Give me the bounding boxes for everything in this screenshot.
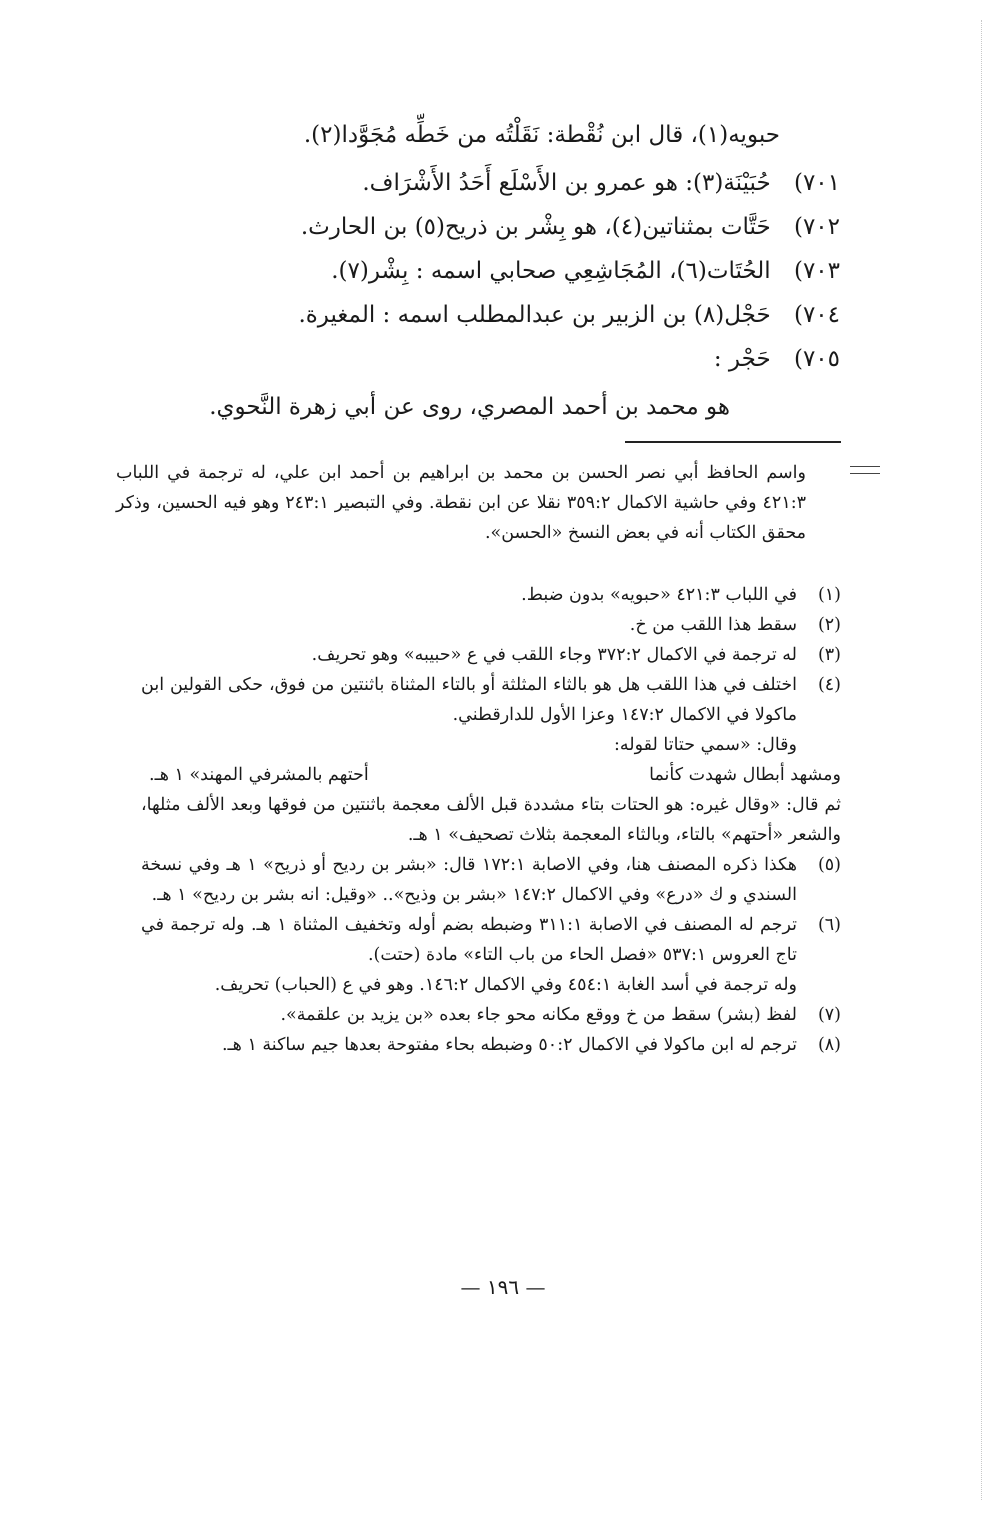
footnote-tail: ثم قال: «وقال غيره: هو الحتات بتاء مشددة قبل الألف معجمة باثنتين من فوقها وبعد الألف مثلها، والشعر «أحتهم» بالتاء، وبالثاء المعجمة بثلاث تصحيف» ١ هـ.: [141, 795, 841, 845]
entry-701: [362, 168, 840, 198]
verse-hemistich-second: أحتهم بالمشرفي المهند» ١ هـ.: [149, 765, 369, 785]
entry-text: حَتَّات بمثناتين(٤)، هو بِشْر بن ذريح(٥) بن الحارث.: [300, 214, 771, 240]
footnote-5: [141, 850, 841, 910]
verse-line: [149, 760, 841, 790]
footnote-text: في اللباب ٤٢١:٣ «حبويه» بدون ضبط.: [521, 585, 797, 605]
entry-702: [301, 212, 840, 242]
quote-intro: وقال: «سمي حتاتا لقوله:: [614, 735, 797, 755]
entry-text: الحُتَات(٦)، المُجَاشِعِي صحابي اسمه : بِشْر(٧).: [331, 258, 771, 284]
verse-hemistich-first: ومشهد أبطال شهدت كأنما: [649, 765, 841, 785]
footnote-text: ترجم له المصنف في الاصابة ٣١١:١ وضبطه بضم أوله وتخفيف المثناة ١ هـ. وله ترجمة في تاج العروس ٥٣٧:١ «فصل الحاء من باب التاء» مادة (حتت).: [141, 915, 797, 965]
entry-number: ٧٠٢): [793, 214, 840, 240]
footnote-label: (٦): [817, 915, 841, 935]
footnote-label: (١): [817, 585, 841, 605]
footnote-label: (٢): [817, 615, 841, 635]
footnote-label: (٤): [817, 675, 841, 695]
footnote-body: [141, 910, 797, 1000]
footnote-text: هكذا ذكره المصنف هنا، وفي الاصابة ١٧٢:١ قال: «بشر بن رديح أو ذريح» ١ هـ وفي نسخة السندي و ك «درع» وفي الاكمال ١٤٧:٢ «بشر بن وذيح».. «وقيل: انه بشر بن رديح» ١ هـ.: [141, 855, 798, 905]
footnote-text: له ترجمة في الاكمال ٣٧٢:٢ وجاء اللقب في ع «حبيبه» وهو تحريف.: [311, 645, 797, 665]
footnote-text: اختلف في هذا اللقب هل هو بالثاء المثلثة أو بالتاء المثناة باثنتين من فوق، حكى القولين ابن ماكولا في الاكمال ١٤٧:٢ وعزا الأول للدارقطني.: [141, 675, 797, 725]
footnote-intro: واسم الحافظ أبي نصر الحسن بن محمد بن ابراهيم بن أحمد ابن علي، له ترجمة في اللباب ٤٢١:٣ وفي حاشية الاكمال ٣٥٩:٢ نقلا عن ابن نقطة. وفي التبصير ٢٤٣:١ وهو فيه الحسين، وذكر محقق الكتاب أنه في بعض النسخ «الحسن».: [116, 463, 807, 543]
entry-text: حَجْل(٨) بن الزبير بن عبدالمطلب اسمه : المغيرة.: [298, 302, 771, 328]
footnote-text: سقط هذا اللقب من خ.: [629, 615, 797, 635]
footnote-1: [141, 580, 841, 610]
footnote-separator: [625, 441, 841, 443]
continuation-line: حبويه(١)، قال ابن نُقْطة: نَقَلْتُه من خَطِّه مُجَوَّدا(٢).: [303, 122, 780, 148]
footnote-label: (٨): [817, 1035, 841, 1055]
footnote-label: (٥): [817, 855, 841, 875]
footnote-4: [141, 670, 841, 850]
footnote-continuation: [116, 458, 806, 548]
footnote-text-continued: وله ترجمة في أسد الغابة ٤٥٤:١ وفي الاكمال ١٤٦:٢. وهو في ع (الحباب) تحريف.: [214, 975, 797, 995]
continuation-mark: [850, 466, 880, 474]
footnote-3: [141, 640, 841, 670]
entry-number: ٧٠١): [793, 170, 840, 196]
entry-number: ٧٠٣): [793, 258, 840, 284]
entry-text: حَجْر :: [713, 346, 771, 372]
footnote-2: [141, 610, 841, 640]
footnote-text: ترجم له ابن ماكولا في الاكمال ٥٠:٢ وضبطه بحاء مفتوحة بعدها جيم ساكنة ١ هـ.: [221, 1035, 797, 1055]
entry-number: ٧٠٤): [793, 302, 840, 328]
footnote-8: [141, 1030, 841, 1060]
entry-705-description: هو محمد بن أحمد المصري، روى عن أبي زهرة النَّحوي.: [209, 394, 730, 420]
page-number: — ١٩٦ —: [460, 1275, 546, 1299]
footnote-body: [141, 670, 841, 850]
footnotes: [141, 580, 841, 1060]
footnote-6: [141, 910, 841, 1000]
entry-703: [331, 256, 840, 286]
entry-705: [714, 344, 840, 374]
footnote-label: (٣): [817, 645, 841, 665]
footnote-label: (٧): [817, 1005, 841, 1025]
entry-704: [298, 300, 840, 330]
footnote-text: لفظ (بشر) سقط من خ ووقع مكانه محو جاء بعده «بن يزيد بن علقمة».: [280, 1005, 797, 1025]
footnote-7: [141, 1000, 841, 1030]
entry-number: ٧٠٥): [793, 346, 840, 372]
entry-text: حُبَيْنَة(٣): هو عمرو بن الأَسْلَع أَحَدُ الأَشْرَاف.: [362, 170, 771, 196]
